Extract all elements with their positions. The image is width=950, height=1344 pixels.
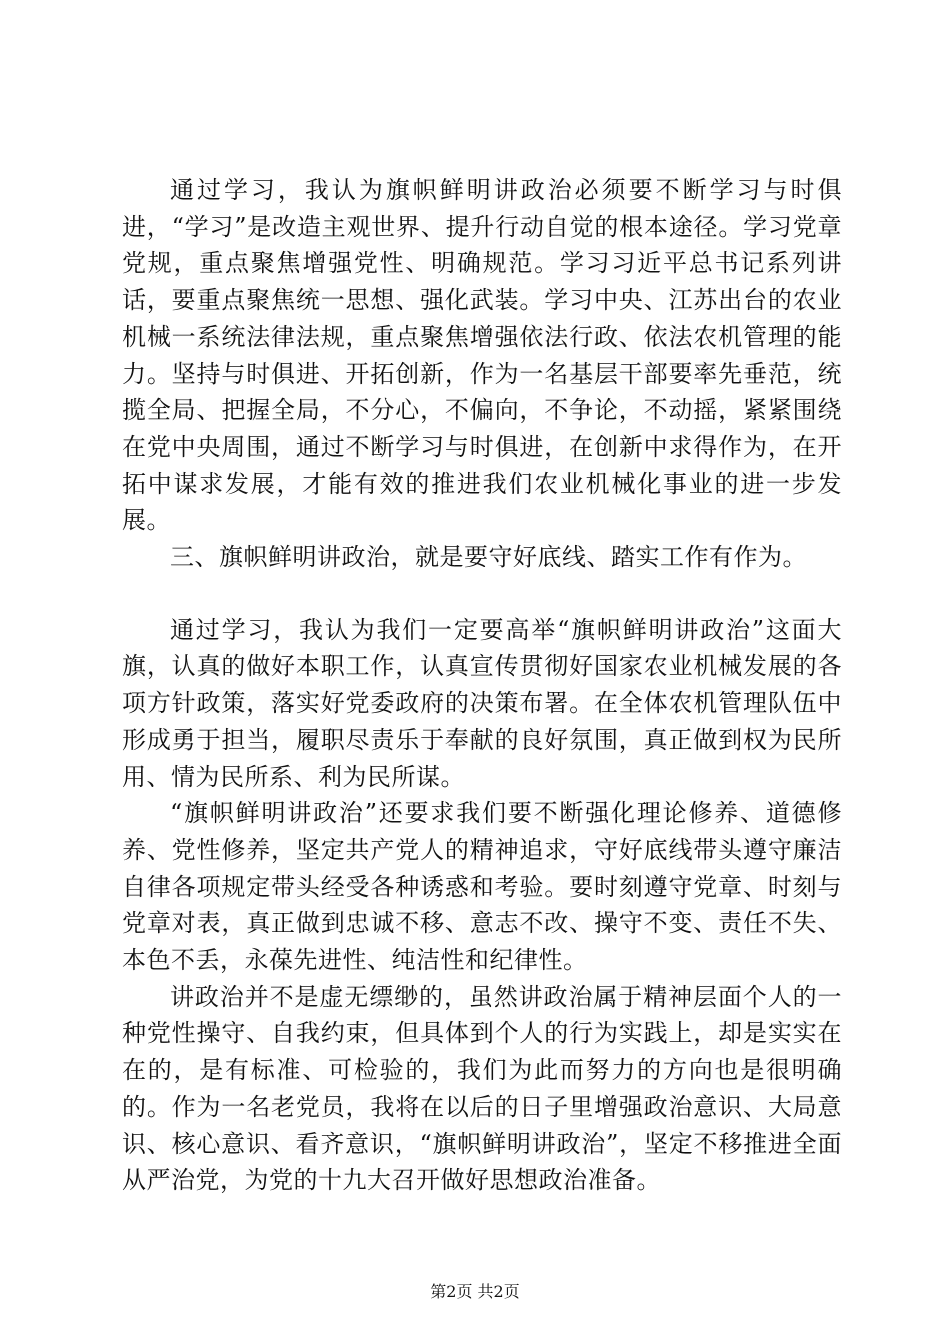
page-footer: 第2页 共2页	[430, 1282, 520, 1301]
document-body	[122, 172, 842, 1199]
section-heading-three: 三、旗帜鲜明讲政治，就是要守好底线、踏实工作有作为。	[170, 543, 807, 572]
paragraph-study-progress: 通过学习，我认为旗帜鲜明讲政治必须要不断学习与时俱进，“学习”是改造主观世界、提升行动自觉的根本途径。学习党章党规，重点聚焦增强党性、明确规范。学习习近平总书记系列讲话，要重点聚焦统一思想、强化武装。学习中央、江苏出台的农业机械一系统法律法规，重点聚焦增强依法行政、依法农机管理的能力。坚持与时俱进、开拓创新，作为一名基层干部要率先垂范，统揽全局、把握全局，不分心，不偏向，不争论，不动摇，紧紧围绕在党中央周围，通过不断学习与时俱进，在创新中求得作为，在开拓中谋求发展，才能有效的推进我们农业机械化事业的进一步发展。	[122, 176, 842, 535]
paragraph-cultivation: “旗帜鲜明讲政治”还要求我们要不断强化理论修养、道德修养、党性修养，坚定共产党人的精神追求，守好底线带头遵守廉洁自律各项规定带头经受各种诱惑和考验。要时刻遵守党章、时刻与党章对表，真正做到忠诚不移、意志不改、操守不变、责任不失、本色不丢，永葆先进性、纯洁性和纪律性。	[122, 799, 842, 975]
paragraph-raise-banner: 通过学习，我认为我们一定要高举“旗帜鲜明讲政治”这面大旗，认真的做好本职工作，认真宣传贯彻好国家农业机械发展的各项方针政策，落实好党委政府的决策布署。在全体农机管理队伍中形成勇于担当，履职尽责乐于奉献的良好氛围，真正做到权为民所用、情为民所系、利为民所谋。	[122, 615, 842, 791]
paragraph-gap	[122, 576, 842, 612]
paragraph-conclusion: 讲政治并不是虚无缥缈的，虽然讲政治属于精神层面个人的一种党性操守、自我约束，但具体到个人的行为实践上，却是实实在在的，是有标准、可检验的，我们为此而努力的方向也是很明确的。作为一名老党员，我将在以后的日子里增强政治意识、大局意识、核心意识、看齐意识，“旗帜鲜明讲政治”，坚定不移推进全面从严治党，为党的十九大召开做好思想政治准备。	[122, 982, 842, 1195]
